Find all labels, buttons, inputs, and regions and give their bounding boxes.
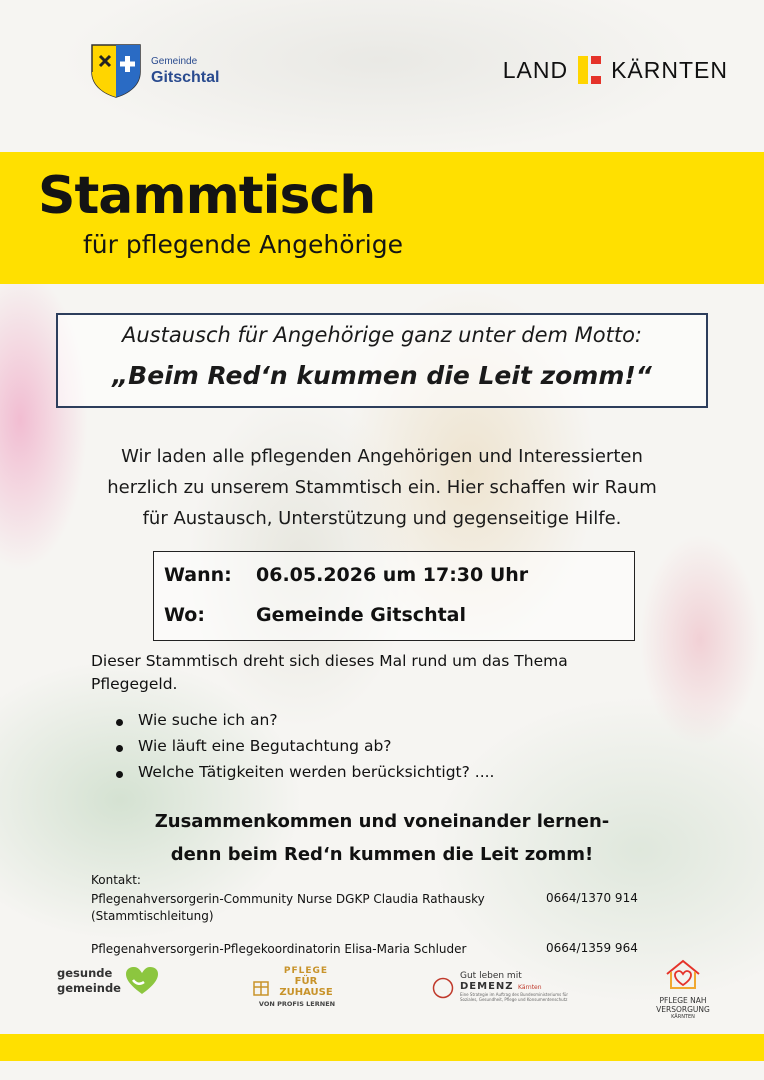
compass-icon xyxy=(432,977,454,999)
event-details-box xyxy=(153,551,635,641)
kaernten-text: KÄRNTEN xyxy=(611,56,728,83)
topic-line: Dieser Stammtisch dreht sich dieses Mal rund um das Thema xyxy=(91,652,568,670)
page-subtitle: für pflegende Angehörige xyxy=(83,230,403,259)
land-text: LAND xyxy=(502,56,569,83)
closing-line: denn beim Red‘n kummen die Leit zomm! xyxy=(170,844,594,865)
intro-paragraph xyxy=(60,441,704,534)
demenz-region: Kärnten xyxy=(518,984,542,991)
contact-phone-2: 0664/1359 964 xyxy=(546,941,638,955)
contact-heading: Kontakt: xyxy=(91,873,141,887)
contact-phone-1: 0664/1370 914 xyxy=(546,891,638,905)
gemeinde-crest-icon xyxy=(91,44,141,98)
pflege-line3: VON PROFIS LERNEN xyxy=(258,1000,336,1008)
gift-icon xyxy=(253,976,269,996)
gemeinde-label: Gemeinde xyxy=(151,55,198,67)
topic-line: Pflegegeld. xyxy=(91,675,178,693)
motto-intro: Austausch für Angehörige ganz unter dem Motto: xyxy=(121,323,643,347)
pflege-line1: PFLEGE xyxy=(283,966,329,976)
gemeinde-gitschtal-logo xyxy=(91,44,219,98)
list-item: Wie suche ich an? xyxy=(116,711,494,737)
house-heart-icon xyxy=(663,958,703,990)
gut-leben-mit-demenz-logo xyxy=(432,971,580,1002)
closing-line: Zusammenkommen und voneinander lernen- xyxy=(154,811,610,832)
land-kaernten-logo xyxy=(503,56,728,84)
kaernten-flag-icon xyxy=(578,56,601,84)
heart-icon xyxy=(125,966,159,996)
intro-line: herzlich zu unserem Stammtisch ein. Hier schaffen wir Raum xyxy=(107,477,657,498)
intro-line: Wir laden alle pflegenden Angehörigen und Interessierten xyxy=(121,446,643,467)
list-item: Welche Tätigkeiten werden berücksichtigt? .... xyxy=(116,763,494,789)
topic-paragraph xyxy=(91,650,651,696)
intro-line: für Austausch, Unterstützung und gegenseitige Hilfe. xyxy=(142,508,622,529)
bottom-band xyxy=(0,1034,764,1061)
closing-statement xyxy=(60,805,704,871)
list-item: Wie läuft eine Begutachtung ab? xyxy=(116,737,494,763)
motto-box xyxy=(56,313,708,408)
gesunde-gemeinde-logo xyxy=(57,966,159,996)
page-title: Stammtisch xyxy=(38,166,376,226)
pflege-line2: FÜR ZUHAUSE xyxy=(279,976,333,998)
event-where xyxy=(164,604,466,626)
pflege-fuer-zuhause-logo xyxy=(251,966,343,1008)
title-band xyxy=(0,152,764,284)
topic-bullet-list xyxy=(116,711,494,789)
gesunde-line2: gemeinde xyxy=(57,981,121,995)
demenz-line1: Gut leben mit xyxy=(460,971,522,981)
demenz-line2: DEMENZ xyxy=(460,981,514,992)
demenz-tagline: Eine Strategie im Auftrag des Bundesministeriums für Soziales, Gesundheit, Pflege und Konsumentenschutz xyxy=(460,992,569,1002)
contact-role-1: (Stammtischleitung) xyxy=(91,909,214,923)
where-value: Gemeinde Gitschtal xyxy=(256,604,467,626)
event-when xyxy=(164,564,528,586)
contact-person-2: Pflegenahversorgerin-Pflegekoordinatorin Elisa-Maria Schluder xyxy=(91,942,467,956)
gesunde-line1: gesunde xyxy=(57,966,113,980)
motto-quote: „Beim Red‘n kummen die Leit zomm!“ xyxy=(112,361,652,390)
pnv-line2: KÄRNTEN xyxy=(671,1014,695,1020)
pnv-line1: PFLEGE NAH VERSORGUNG xyxy=(656,996,710,1014)
contact-person-1: Pflegenahversorgerin-Community Nurse DGKP Claudia Rathausky xyxy=(91,892,485,906)
where-label: Wo: xyxy=(164,604,205,626)
when-label: Wann: xyxy=(164,564,232,586)
pflege-nah-versorgung-logo xyxy=(648,958,718,1020)
when-value: 06.05.2026 um 17:30 Uhr xyxy=(256,564,529,586)
gemeinde-name: Gitschtal xyxy=(151,68,220,86)
